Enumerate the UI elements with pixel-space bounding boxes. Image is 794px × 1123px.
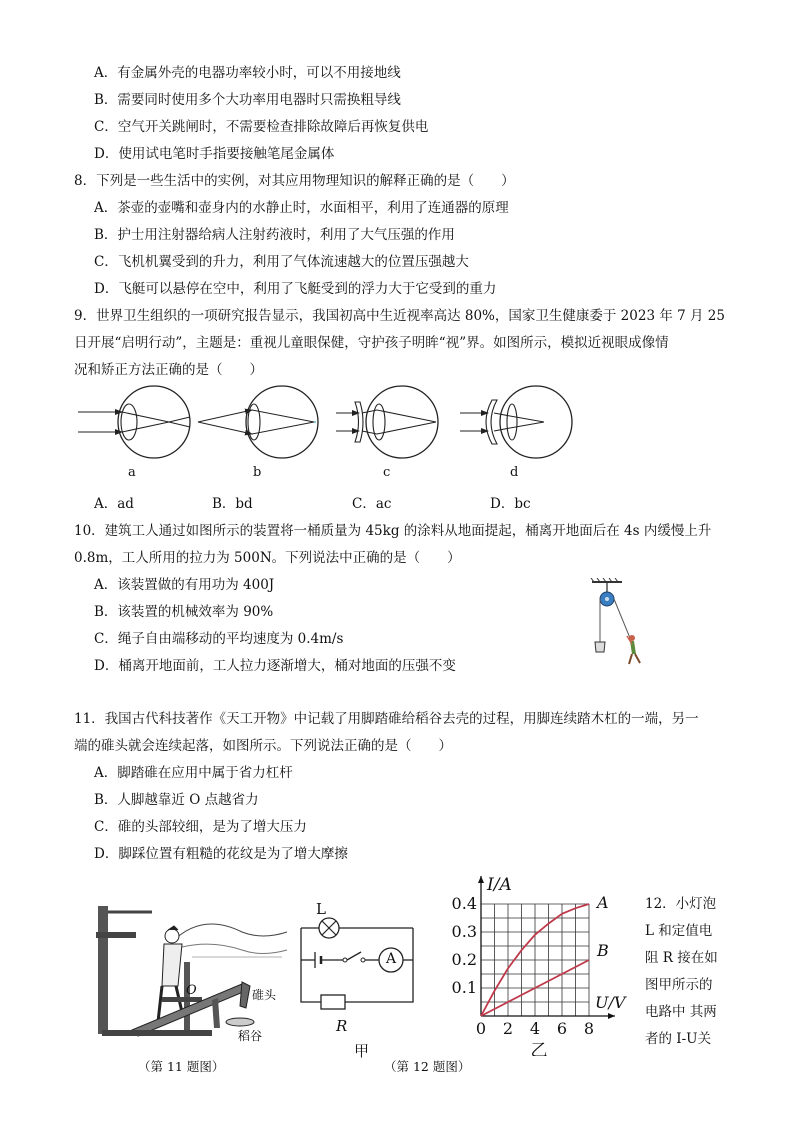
pivot-o-label: O <box>186 983 197 998</box>
ammeter-label: A <box>386 951 397 967</box>
q8-option-b: B．护士用注射器给病人注射药液时，利用了大气压强的作用 <box>94 227 455 243</box>
eye-a <box>78 386 190 458</box>
q10-stem-line1: 10．建筑工人通过如图所示的装置将一桶质量为 45kg 的涂料从地面提起，桶离开地面后在 4s 内缓慢上升 <box>74 523 712 539</box>
q9-stem-line1: 9．世界卫生组织的一项研究报告显示，我国初高中生近视率高达 80%，国家卫生健康委于 2023 年 7 月 25 <box>74 308 725 324</box>
y-axis-label: I/A <box>487 875 512 895</box>
q11-option-b: B．人脚越靠近 O 点越省力 <box>94 792 259 808</box>
q10-option-c: C．绳子自由端移动的平均速度为 0.4m/s <box>94 631 344 647</box>
q11-option-c: C．碓的头部较细，是为了增大压力 <box>94 819 307 835</box>
q7-option-b: B．需要同时使用多个大功率用电器时只需换粗导线 <box>94 92 401 108</box>
pestle-label: 碓头 <box>252 988 277 1002</box>
q7-option-a: A．有金属外壳的电器功率较小时，可以不用接地线 <box>94 65 401 81</box>
eye-b <box>198 386 318 458</box>
x-tick-label: 4 <box>529 1019 541 1038</box>
y-tick-label: 0.3 <box>451 922 477 941</box>
q10-stem-line2: 0.8m，工人所用的拉力为 500N。下列说法中正确的是（ ） <box>74 550 461 566</box>
q11-stem-line2: 端的碓头就会连续起落，如图所示。下列说法正确的是（ ） <box>74 738 452 754</box>
fig-yi-label: 乙 <box>530 1041 548 1056</box>
y-tick-label: 0.1 <box>451 978 477 997</box>
q10-option-b: B．该装置的机械效率为 90% <box>94 604 274 620</box>
q8-option-a: A．茶壶的壶嘴和壶身内的水静止时，水面相平，利用了连通器的原理 <box>94 200 509 216</box>
x-axis-label: U/V <box>595 993 626 1012</box>
iu-chart <box>446 866 636 1056</box>
eye-diagrams <box>74 382 574 482</box>
x-tick-label: 8 <box>583 1019 595 1038</box>
fig12-caption: （第 12 题图） <box>384 1059 471 1074</box>
q12-side-line: 电路中 其两 <box>645 1004 717 1020</box>
q12-side-line: 图甲所示的 <box>645 977 713 993</box>
rice-label: 稻谷 <box>238 1029 263 1043</box>
series-label-b: B <box>597 941 609 960</box>
lamp-label: L <box>316 900 326 918</box>
x-tick-label: 2 <box>502 1019 514 1038</box>
eye-label-b: b <box>253 465 262 480</box>
q9-option-c: C．ac <box>352 496 392 512</box>
eye-c <box>336 386 438 458</box>
y-axis-arrow <box>478 876 484 883</box>
x-axis-arrow <box>608 1013 615 1019</box>
q8-stem: 8．下列是一些生活中的实例，对其应用物理知识的解释正确的是（ ） <box>74 173 515 189</box>
q7-option-d: D．使用试电笔时手指要接触笔尾金属体 <box>94 146 335 162</box>
pulley-figure <box>588 578 658 670</box>
q12-side-text <box>645 891 755 1053</box>
q12-side-line: 者的 I-U关 <box>645 1031 712 1047</box>
series-label-a: A <box>597 893 609 912</box>
q9-option-d: D．bc <box>490 496 531 512</box>
fig-jia-label: 甲 <box>354 1042 370 1060</box>
q8-option-d: D．飞艇可以悬停在空中，利用了飞艇受到的浮力大于它受到的重力 <box>94 281 497 297</box>
circuit-diagram <box>293 898 418 1013</box>
q9-option-a: A．ad <box>94 496 134 512</box>
resistor-label: R <box>336 1017 348 1035</box>
x-tick-label: 0 <box>475 1019 487 1038</box>
q8-option-c: C．飞机机翼受到的升力，利用了气体流速越大的位置压强越大 <box>94 254 469 270</box>
q12-side-line: 阻 R 接在如 <box>645 950 718 966</box>
q12-side-line: L 和定值电 <box>645 923 713 939</box>
q11-option-d: D．脚踩位置有粗糙的花纹是为了增大摩擦 <box>94 846 348 862</box>
eye-label-a: a <box>128 465 136 480</box>
eye-label-d: d <box>510 465 519 480</box>
q9-stem-line2: 日开展“启明行动”，主题是：重视儿童眼保健，守护孩子明眸“视”界。如图所示，模拟近视眼成像情 <box>74 335 669 351</box>
q11-option-a: A．脚踏碓在应用中属于省力杠杆 <box>94 765 293 781</box>
q10-option-a: A．该装置做的有用功为 400J <box>94 577 275 593</box>
q10-option-d: D．桶离开地面前，工人拉力逐渐增大，桶对地面的压强不变 <box>94 658 456 674</box>
q9-stem-line3: 况和矫正方法正确的是（ ） <box>74 362 263 378</box>
y-tick-label: 0.2 <box>451 950 477 969</box>
x-tick-label: 6 <box>556 1019 568 1038</box>
fig11-caption: （第 11 题图） <box>138 1059 225 1074</box>
q7-option-c: C．空气开关跳闸时，不需要检查排除故障后再恢复供电 <box>94 119 429 135</box>
eye-label-c: c <box>383 465 391 480</box>
y-tick-label: 0.4 <box>451 894 477 913</box>
q9-option-b: B．bd <box>212 496 253 512</box>
q11-stem-line1: 11．我国古代科技著作《天工开物》中记载了用脚踏碓给稻谷去壳的过程，用脚连续踏木杠的一端，另一 <box>74 711 699 727</box>
q12-side-line: 12．小灯泡 <box>645 896 717 912</box>
eye-d <box>460 386 572 458</box>
